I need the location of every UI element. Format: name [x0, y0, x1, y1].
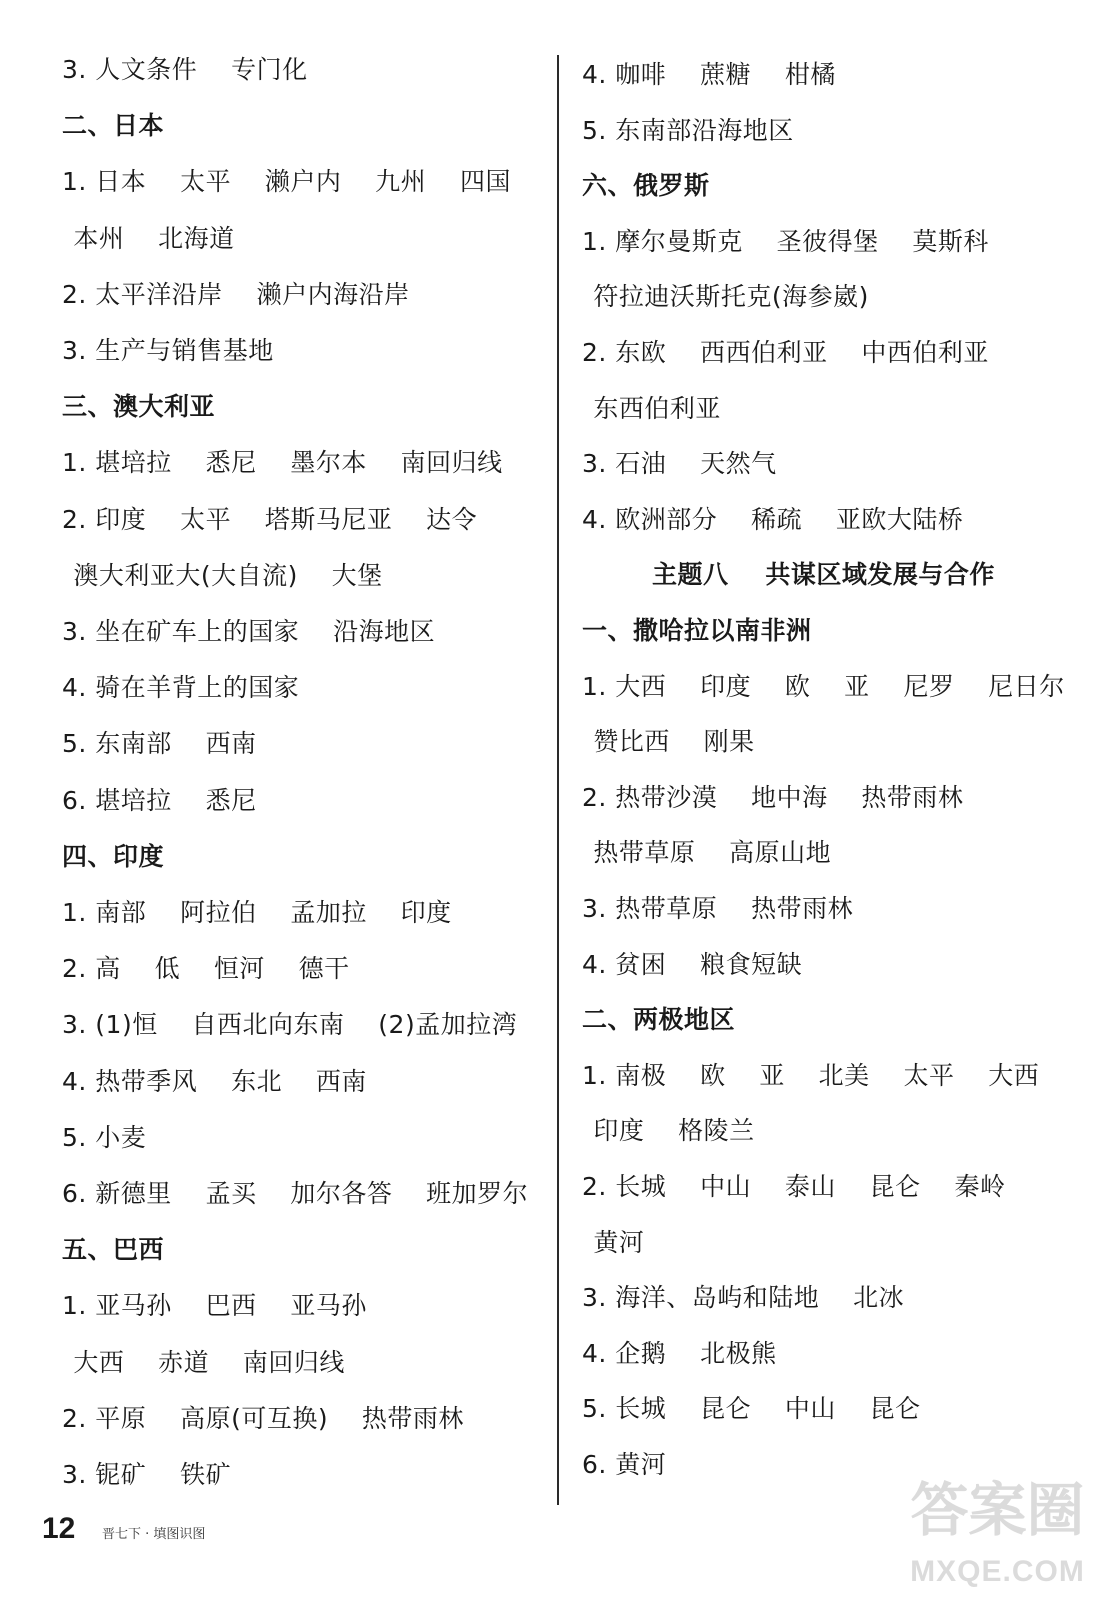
column-divider — [557, 55, 559, 1505]
answer-line: 澳大利亚大(大自流) 大堡 — [48, 560, 383, 590]
section-heading: 三、澳大利亚 — [62, 392, 216, 422]
answer-line: 1. 亚马孙 巴西 亚马孙 — [62, 1291, 367, 1321]
answer-line: 2. 东欧 西西伯利亚 中西伯利亚 — [582, 338, 989, 367]
answer-line: 2. 长城 中山 泰山 昆仑 秦岭 — [582, 1172, 1006, 1201]
answer-line: 本州 北海道 — [48, 223, 235, 253]
answer-line: 3. 海洋、岛屿和陆地 北冰 — [582, 1283, 905, 1313]
answer-line: 1. 南极 欧 亚 北美 太平 大西 — [582, 1060, 1040, 1090]
answer-line: 5. 长城 昆仑 中山 昆仑 — [582, 1394, 921, 1424]
answer-line: 4. 贫困 粮食短缺 — [582, 949, 803, 979]
answer-line: 6. 新德里 孟买 加尔各答 班加罗尔 — [62, 1179, 529, 1208]
answer-line: 1. 堪培拉 悉尼 墨尔本 南回归线 — [62, 448, 503, 478]
section-heading: 五、巴西 — [62, 1235, 165, 1265]
answer-line: 5. 小麦 — [62, 1122, 147, 1152]
section-heading: 二、日本 — [62, 111, 165, 141]
topic-title: 主题八 共谋区域发展与合作 — [652, 560, 995, 590]
answer-line: 4. 骑在羊背上的国家 — [62, 673, 300, 703]
answer-line: 赞比西 刚果 — [568, 727, 755, 757]
section-heading: 四、印度 — [62, 841, 165, 871]
answer-line: 热带草原 高原山地 — [568, 838, 832, 868]
answer-line: 4. 热带季风 东北 西南 — [62, 1066, 367, 1096]
answer-line: 4. 欧洲部分 稀疏 亚欧大陆桥 — [582, 504, 964, 534]
answer-line: 1. 日本 太平 濑户内 九州 四国 — [62, 167, 511, 197]
watermark-bottom-text: MXQE.COM — [910, 1555, 1085, 1588]
answer-line: 4. 咖啡 蔗糖 柑橘 — [582, 60, 836, 89]
answer-line: 符拉迪沃斯托克(海参崴) — [568, 282, 869, 312]
answer-line: 2. 平原 高原(可互换) 热带雨林 — [62, 1403, 464, 1433]
answer-line: 2. 太平洋沿岸 濑户内海沿岸 — [62, 279, 410, 309]
answer-line: 4. 企鹅 北极熊 — [582, 1338, 777, 1368]
answer-line: 3. 石油 天然气 — [582, 449, 777, 479]
answer-line: 大西 赤道 南回归线 — [48, 1347, 345, 1377]
page-number: 12 — [42, 1512, 76, 1545]
answer-line: 1. 大西 印度 欧 亚 尼罗 尼日尔 — [582, 671, 1065, 701]
answer-line: 2. 热带沙漠 地中海 热带雨林 — [582, 782, 964, 812]
answer-line: 6. 黄河 — [582, 1450, 667, 1479]
answer-line: 6. 堪培拉 悉尼 — [62, 785, 257, 815]
answer-line: 1. 南部 阿拉伯 孟加拉 印度 — [62, 898, 452, 927]
watermark-top-text: 答案圈 — [910, 1476, 1085, 1544]
section-heading: 一、撒哈拉以南非洲 — [582, 616, 812, 645]
answer-line: 3. 坐在矿车上的国家 沿海地区 — [62, 617, 436, 646]
answer-line: 3. 铌矿 铁矿 — [62, 1460, 232, 1489]
watermark-logo — [905, 1470, 1090, 1595]
footer-text: 晋七下 · 填图识图 — [102, 1527, 206, 1542]
answer-line: 东西伯利亚 — [568, 393, 721, 423]
answer-line: 黄河 — [568, 1227, 645, 1257]
answer-line: 印度 格陵兰 — [568, 1116, 755, 1146]
answer-line: 3. 生产与销售基地 — [62, 336, 274, 365]
section-heading: 二、两极地区 — [582, 1005, 736, 1035]
answer-line: 5. 东南部沿海地区 — [582, 115, 794, 145]
answer-line: 2. 印度 太平 塔斯马尼亚 达令 — [62, 504, 478, 534]
section-heading: 六、俄罗斯 — [582, 171, 710, 201]
answer-line: 3. 人文条件 专门化 — [62, 55, 308, 84]
answer-line: 5. 东南部 西南 — [62, 729, 257, 759]
answer-line: 2. 高 低 恒河 德干 — [62, 954, 350, 984]
answer-line: 3. 热带草原 热带雨林 — [582, 894, 854, 923]
answer-line: 3. (1)恒 自西北向东南 (2)孟加拉湾 — [62, 1010, 518, 1040]
answer-line: 1. 摩尔曼斯克 圣彼得堡 莫斯科 — [582, 226, 989, 256]
